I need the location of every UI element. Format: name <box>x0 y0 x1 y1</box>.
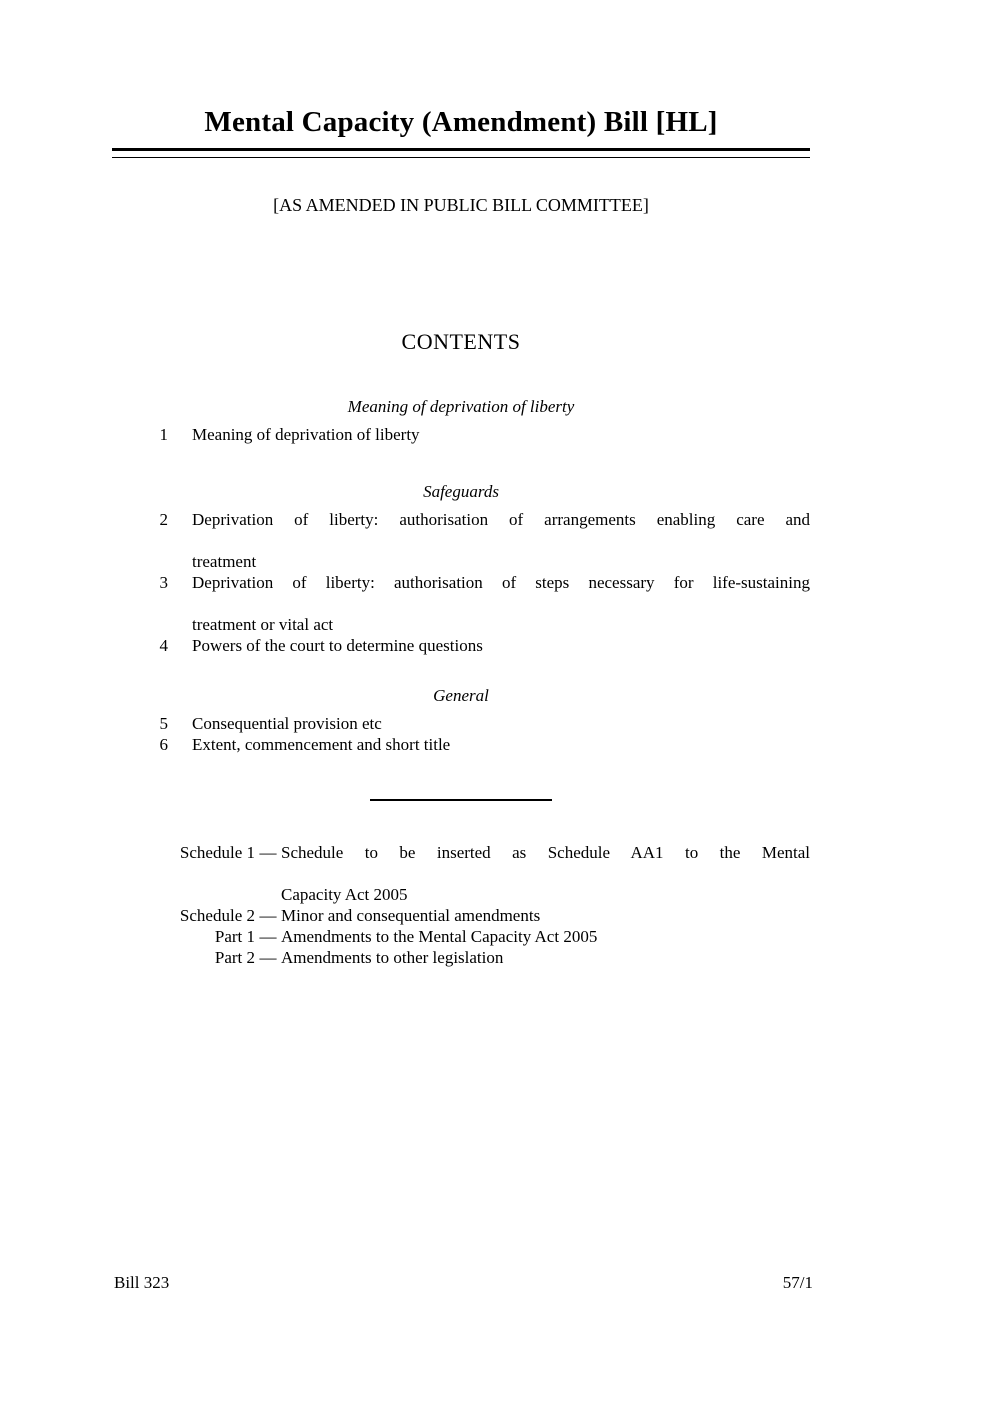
schedule-dash: — <box>259 927 277 946</box>
clause-entry-4 <box>112 635 810 656</box>
schedule-label: Schedule 1 <box>179 843 255 862</box>
schedule-list <box>112 842 810 968</box>
section-heading-safeguards: Safeguards <box>423 482 499 501</box>
page-footer <box>114 1272 813 1294</box>
contents-separator-rule <box>370 799 552 801</box>
section-heading-meaning: Meaning of deprivation of liberty <box>347 397 575 416</box>
contents-heading: CONTENTS <box>401 329 521 354</box>
schedule-dash: — <box>259 843 277 862</box>
clause-title-line: Deprivation of liberty: authorisation of steps necessary for life-sustaining <box>192 573 810 592</box>
clause-number: 1 <box>159 425 168 444</box>
clause-title <box>192 713 810 734</box>
schedule-title-line: Capacity Act 2005 <box>281 885 408 904</box>
session-print-number: 57/1 <box>782 1273 813 1292</box>
page-title: Mental Capacity (Amendment) Bill [HL] <box>204 106 718 138</box>
clause-entry-6 <box>112 734 810 755</box>
section-heading-general: General <box>433 686 489 705</box>
clause-number: 2 <box>159 510 168 529</box>
schedule-title-line: Schedule to be inserted as Schedule AA1 to the Mental <box>281 843 810 862</box>
title-double-rule <box>112 148 810 158</box>
clause-title <box>192 635 810 656</box>
clause-title-line: treatment <box>192 552 257 571</box>
schedule-part-entry-2 <box>112 947 810 968</box>
clause-title <box>192 424 810 445</box>
schedule-entry-1 <box>112 842 810 905</box>
clause-title-line: treatment or vital act <box>192 615 334 634</box>
clause-entry-1 <box>112 424 810 445</box>
clause-title <box>192 734 810 755</box>
schedule-title <box>281 842 810 905</box>
schedule-title-line: Amendments to the Mental Capacity Act 2005 <box>281 927 598 946</box>
schedule-title <box>281 905 810 926</box>
clause-number: 6 <box>159 735 168 754</box>
clause-title-line: Meaning of deprivation of liberty <box>192 425 420 444</box>
clause-entry-5 <box>112 713 810 734</box>
clause-entry-2 <box>112 509 810 572</box>
clause-title <box>192 572 810 635</box>
schedule-entry-2 <box>112 905 810 926</box>
schedule-label: Schedule 2 <box>179 906 255 925</box>
schedule-title-line: Minor and consequential amendments <box>281 906 541 925</box>
clause-list-general <box>112 713 810 755</box>
clause-title-line: Deprivation of liberty: authorisation of arrangements enabling care and <box>192 510 810 529</box>
schedule-part-title <box>281 947 810 968</box>
schedule-part-title <box>281 926 810 947</box>
clause-entry-3 <box>112 572 810 635</box>
clause-number: 4 <box>159 636 168 655</box>
clause-title-line: Extent, commencement and short title <box>192 735 451 754</box>
amendment-stage-subtitle: [AS AMENDED IN PUBLIC BILL COMMITTEE] <box>273 195 649 215</box>
schedule-part-label: Part 1 <box>214 927 255 946</box>
clause-title-line: Consequential provision etc <box>192 714 382 733</box>
clause-title <box>192 509 810 572</box>
schedule-part-entry-1 <box>112 926 810 947</box>
clause-number: 5 <box>159 714 168 733</box>
bill-number: Bill 323 <box>114 1273 170 1292</box>
clause-list-safeguards <box>112 509 810 656</box>
clause-title-line: Powers of the court to determine questions <box>192 636 483 655</box>
schedule-dash: — <box>259 906 277 925</box>
clause-number: 3 <box>159 573 168 592</box>
schedule-title-line: Amendments to other legislation <box>281 948 504 967</box>
schedule-dash: — <box>259 948 277 967</box>
contents-body <box>112 396 810 968</box>
schedule-part-label: Part 2 <box>214 948 255 967</box>
clause-list-meaning <box>112 424 810 445</box>
